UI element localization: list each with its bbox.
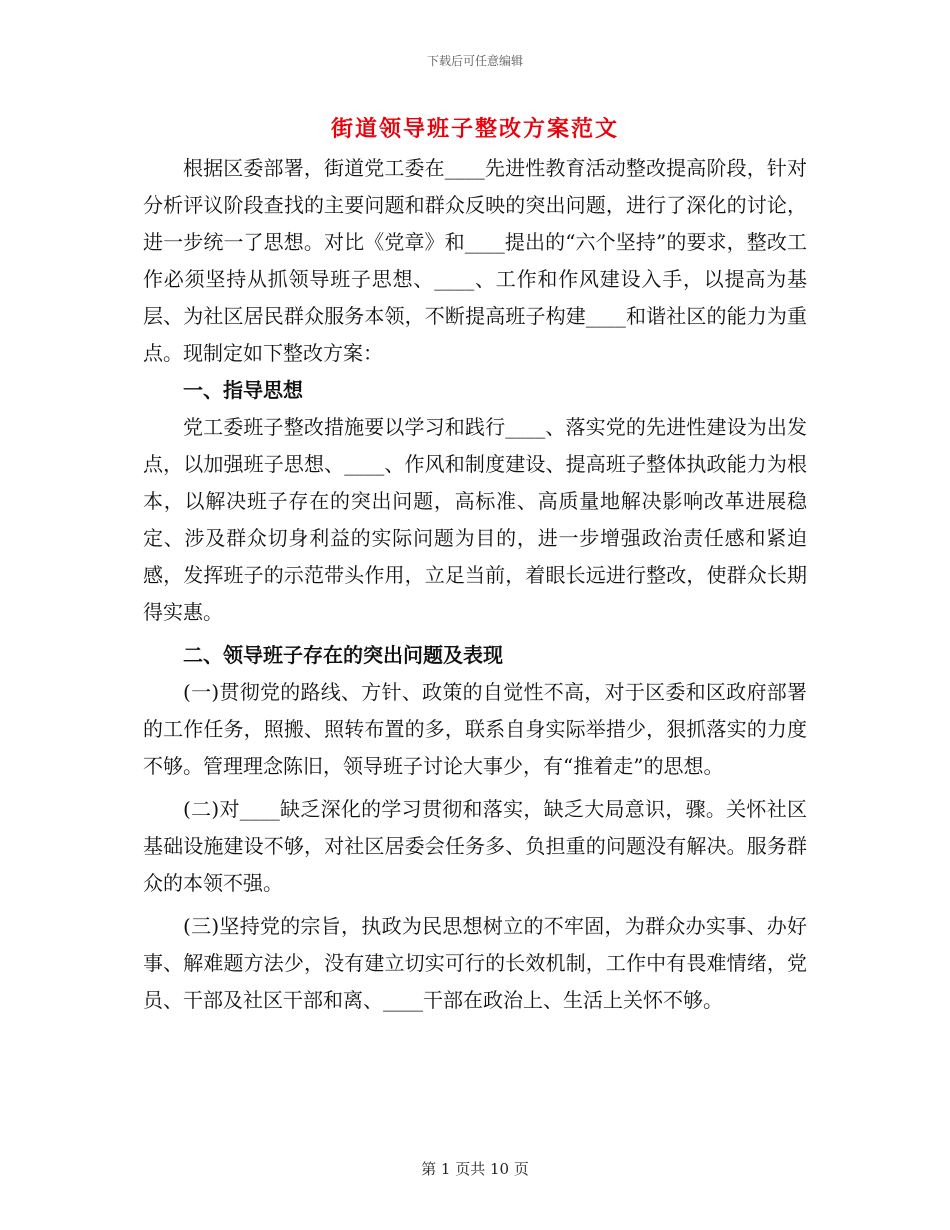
document-body (143, 150, 807, 1019)
problem-item-1: (一)贯彻党的路线、方针、政策的自觉性不高，对于区委和区政府部署的工作任务，照搬、照转布置的多，联系自身实际举措少，狠抓落实的力度不够。管理理念陈旧，领导班子讨论大事少，有“推着走”的思想。 (143, 680, 807, 778)
problem-item-3: (三)坚持党的宗旨，执政为民思想树立的不牢固，为群众办实事、办好事、解难题方法少，没有建立切实可行的长效机制，工作中有畏难情绪，党员、干部及社区干部和离、____干部在政治上、生活上关怀不够。 (143, 914, 807, 1012)
section-heading-guiding-thought: 一、指导思想 (183, 378, 303, 402)
header-note: 下载后可任意编辑 (426, 54, 523, 68)
section-heading-problems: 二、领导班子存在的突出问题及表现 (183, 643, 503, 667)
intro-paragraph: 根据区委部署，街道党工委在____先进性教育活动整改提高阶段，针对分析评议阶段查找的主要问题和群众反映的突出问题，进行了深化的讨论，进一步统一了思想。对比《党章》和____提出的“六个坚持”的要求，整改工作必须坚持从抓领导班子思想、____、工作和作风建设入手，以提高为基层、为社区居民群众服务本领，不断提高班子构建____和谐社区的能力为重点。现制定如下整改方案： (143, 156, 807, 365)
document-title: 街道领导班子整改方案范文 (330, 116, 619, 142)
problem-item-2: (二)对____缺乏深化的学习贯彻和落实，缺乏大局意识，骤。关怀社区基础设施建设不够，对社区居委会任务多、负担重的问题没有解决。服务群众的本领不强。 (143, 797, 807, 895)
page-number: 第 1 页共 10 页 (421, 1160, 529, 1178)
section-paragraph-guiding-thought: 党工委班子整改措施要以学习和践行____、落实党的先进性建设为出发点，以加强班子思想、____、作风和制度建设、提高班子整体执政能力为根本，以解决班子存在的突出问题，高标准、高质量地解决影响改革进展稳定、涉及群众切身利益的实际问题为目的，进一步增强政治责任感和紧迫感，发挥班子的示范带头作用，立足当前，着眼长远进行整改，使群众长期得实惠。 (143, 415, 807, 624)
